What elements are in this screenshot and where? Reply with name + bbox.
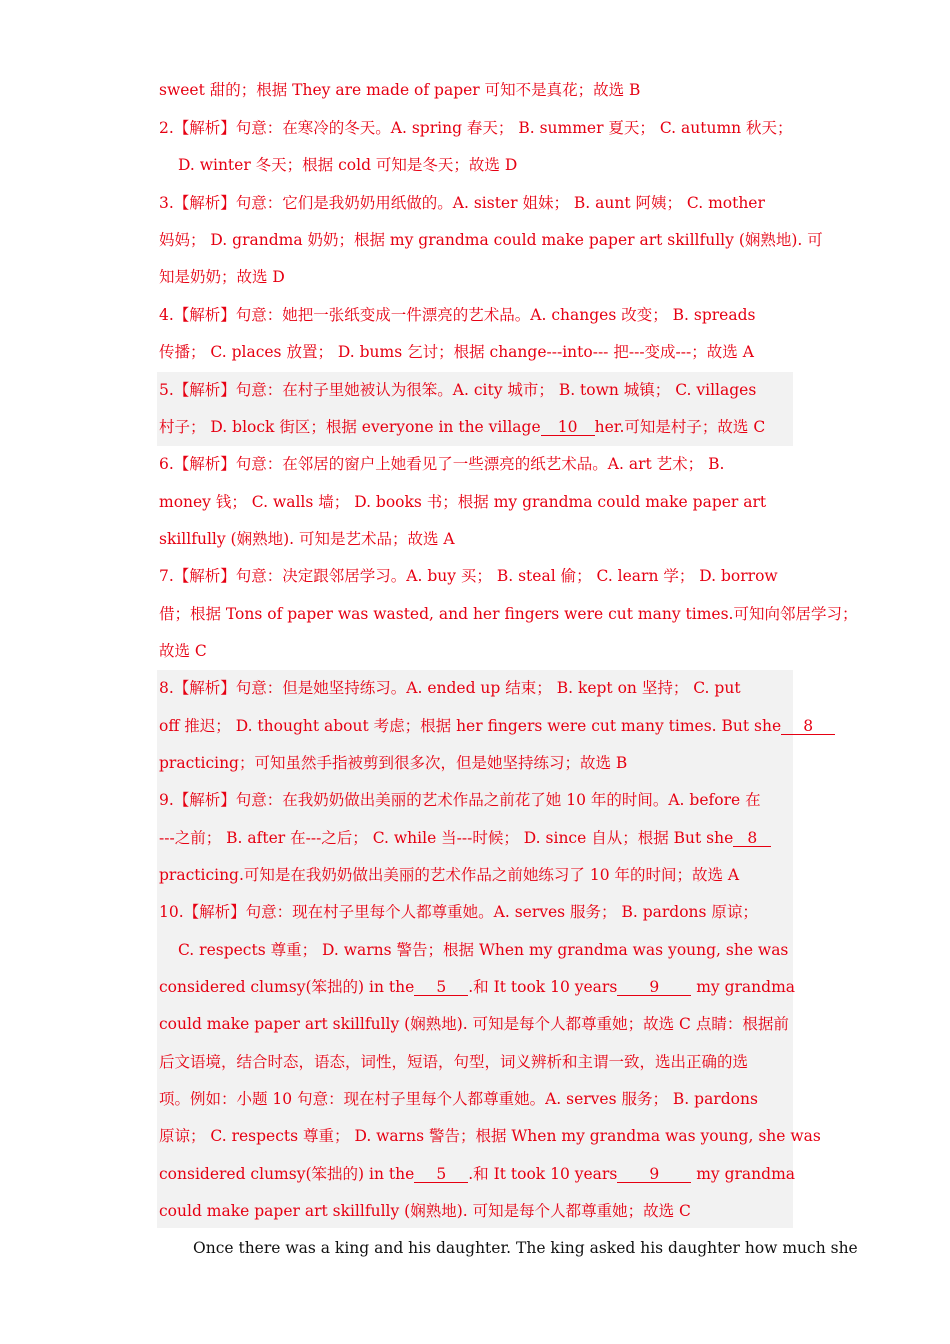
text-line: 10.【解析】句意：现在村子里每个人都尊重她。A. serves 服务； B. pardons 原谅； [159,903,758,921]
text-line: 后文语境，结合时态，语态，词性，短语，句型，词义辨析和主谓一致，选出正确的选 [159,1053,749,1071]
text-line: 知是奶奶；故选 D [159,268,285,286]
text-segment: ---之前； B. after 在---之后； C. while 当---时候； D. since 自从；根据 But she [159,829,734,847]
text-segment: .和 It took 10 years [468,978,618,996]
text-line: practicing.可知是在我奶奶做出美丽的艺术作品之前她练习了 10 年的时间；故选 A [159,866,740,884]
text-line [159,969,795,1006]
text-line: C. respects 尊重； D. warns 警告；根据 When my grandma was young, she was [178,941,789,959]
answer-blank: 5 [414,980,468,996]
text-line: 4.【解析】句意：她把一张纸变成一件漂亮的艺术品。A. changes 改变； B. spreads [159,306,756,324]
text-line: 项。例如：小题 10 句意：现在村子里每个人都尊重她。A. serves 服务； B. pardons [159,1090,758,1108]
text-segment: 村子； D. block 街区；根据 everyone in the village [159,418,541,436]
answer-blank: 5 [414,1167,468,1183]
answer-blank: 9 [617,980,691,996]
text-line: 3.【解析】句意：它们是我奶奶用纸做的。A. sister 姐妹； B. aunt 阿姨； C. mother [159,194,765,212]
text-line: 故选 C [159,642,207,660]
text-line: 7.【解析】句意：决定跟邻居学习。A. buy 买； B. steal 偷； C. learn 学； D. borrow [159,567,778,585]
text-line: could make paper art skillfully (娴熟地). 可知是每个人都尊重她；故选 C [159,1202,691,1220]
text-segment: considered clumsy(笨拙的) in the [159,978,415,996]
text-line: 5.【解析】句意：在村子里她被认为很笨。A. city 城市； B. town 城镇； C. villages [159,381,757,399]
text-segment: my grandma [696,1165,796,1183]
text-segment: considered clumsy(笨拙的) in the [159,1165,415,1183]
text-line: 9.【解析】句意：在我奶奶做出美丽的艺术作品之前花了她 10 年的时间。A. before 在 [159,791,761,809]
text-line: skillfully (娴熟地). 可知是艺术品；故选 A [159,530,455,548]
text-line: 妈妈； D. grandma 奶奶；根据 my grandma could make paper art skillfully (娴熟地). 可 [159,231,823,249]
text-line [159,820,771,857]
text-line: 8.【解析】句意：但是她坚持练习。A. ended up 结束； B. kept on 坚持； C. put [159,679,741,697]
text-line: could make paper art skillfully (娴熟地). 可知是每个人都尊重她；故选 C 点睛：根据前 [159,1015,789,1033]
text-line: 借；根据 Tons of paper was wasted, and her fingers were cut many times.可知向邻居学习； [159,605,858,623]
answer-blank: 9 [617,1167,691,1183]
text-line: money 钱； C. walls 墙； D. books 书；根据 my grandma could make paper art [159,493,767,511]
text-line: 原谅； C. respects 尊重； D. warns 警告；根据 When my grandma was young, she was [159,1127,821,1145]
answer-blank: 8 [781,719,835,735]
text-line [159,708,835,745]
text-segment: off 推迟； D. thought about 考虑；根据 her fingers were cut many times. But she [159,717,782,735]
text-segment: .和 It took 10 years [468,1165,618,1183]
text-line: 传播； C. places 放置； D. bums 乞讨；根据 change---into--- 把---变成---；故选 A [159,343,754,361]
passage-text-line: Once there was a king and his daughter. The king asked his daughter how much she [193,1239,858,1257]
text-line: sweet 甜的；根据 They are made of paper 可知不是真花；故选 B [159,81,641,99]
text-line [159,409,765,446]
answer-blank: 8 [733,831,771,847]
answer-blank: 10 [541,420,595,436]
text-line: D. winter 冬天；根据 cold 可知是冬天；故选 D [178,156,518,174]
text-line: 2.【解析】句意：在寒冷的冬天。A. spring 春天； B. summer 夏天； C. autumn 秋天； [159,119,793,137]
text-line: practicing；可知虽然手指被剪到很多次，但是她坚持练习；故选 B [159,754,628,772]
text-line [159,1156,795,1193]
text-segment: my grandma [696,978,796,996]
text-line: 6.【解析】句意：在邻居的窗户上她看见了一些漂亮的纸艺术品。A. art 艺术； B. [159,455,725,473]
text-segment: her.可知是村子；故选 C [594,418,766,436]
